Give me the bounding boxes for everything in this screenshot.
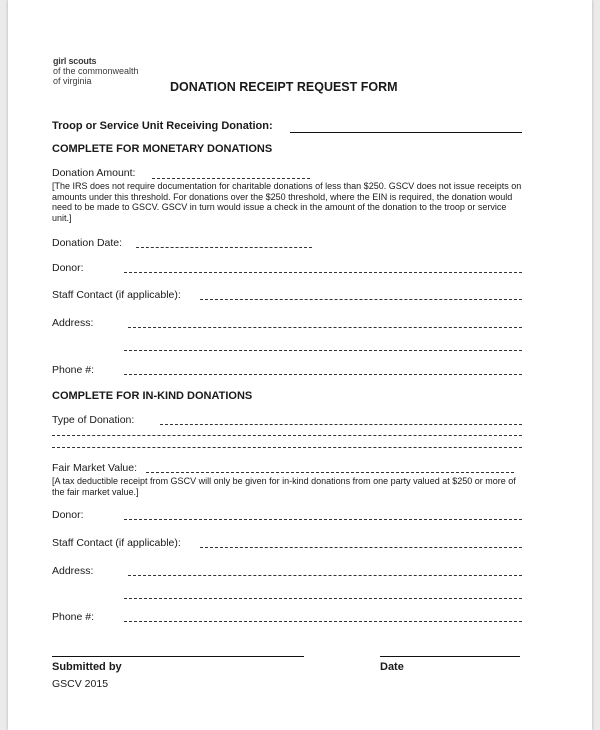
- inkind-heading: COMPLETE FOR IN-KIND DONATIONS: [52, 390, 253, 402]
- monetary-donor-field[interactable]: [124, 272, 522, 273]
- fmv-field[interactable]: [146, 472, 514, 473]
- monetary-address-field-1[interactable]: [128, 327, 522, 328]
- inkind-staff-label: Staff Contact (if applicable):: [52, 537, 181, 549]
- monetary-phone-field[interactable]: [124, 374, 522, 375]
- girl-scouts-logo: [53, 56, 139, 86]
- submitted-by-label: Submitted by: [52, 661, 122, 673]
- monetary-staff-field[interactable]: [200, 299, 522, 300]
- logo-line-3: of virginia: [53, 76, 92, 86]
- donation-amount-label: Donation Amount:: [52, 167, 136, 179]
- inkind-phone-label: Phone #:: [52, 611, 95, 623]
- monetary-donor-label: Donor:: [52, 262, 84, 274]
- form-title: DONATION RECEIPT REQUEST FORM: [170, 80, 398, 94]
- donation-type-field-2[interactable]: [52, 435, 522, 436]
- monetary-address-field-2[interactable]: [124, 350, 522, 351]
- donation-type-field-3[interactable]: [52, 447, 522, 448]
- donation-date-field[interactable]: [136, 247, 312, 248]
- inkind-phone-field[interactable]: [124, 621, 522, 622]
- donation-date-label: Donation Date:: [52, 237, 123, 249]
- date-label: Date: [380, 661, 404, 673]
- fmv-label: Fair Market Value:: [52, 462, 137, 474]
- inkind-donor-field[interactable]: [124, 519, 522, 520]
- inkind-address-label: Address:: [52, 565, 94, 577]
- troop-label: Troop or Service Unit Receiving Donation:: [52, 120, 273, 132]
- monetary-note: [The IRS does not require documentation for charitable donations of less than $250. GSCV does not issue receipts on amounts under this threshold. For donations over the $250 threshold, where the EIN is required, the donation would need to be made to GSCV. GSCV in turn would issue a check in the amount of the donation to the troop or service unit.]: [52, 181, 522, 223]
- monetary-address-label: Address:: [52, 317, 94, 329]
- date-field[interactable]: [380, 656, 520, 657]
- monetary-heading: COMPLETE FOR MONETARY DONATIONS: [52, 143, 273, 155]
- donation-type-field-1[interactable]: [160, 424, 522, 425]
- inkind-staff-field[interactable]: [200, 547, 522, 548]
- donation-amount-field[interactable]: [152, 178, 310, 179]
- inkind-address-field-1[interactable]: [128, 575, 522, 576]
- form-code: GSCV 2015: [52, 678, 109, 690]
- inkind-note: [A tax deductible receipt from GSCV will only be given for in-kind donations from one party valued at $250 or more of the fair market value.]: [52, 476, 516, 497]
- submitted-by-field[interactable]: [52, 656, 304, 657]
- troop-field[interactable]: [290, 132, 522, 133]
- donation-type-label: Type of Donation:: [52, 414, 135, 426]
- logo-line-2: of the commonwealth: [53, 66, 139, 76]
- monetary-staff-label: Staff Contact (if applicable):: [52, 289, 181, 301]
- logo-org: girl scouts: [53, 56, 97, 66]
- inkind-donor-label: Donor:: [52, 509, 84, 521]
- inkind-address-field-2[interactable]: [124, 598, 522, 599]
- monetary-phone-label: Phone #:: [52, 364, 95, 376]
